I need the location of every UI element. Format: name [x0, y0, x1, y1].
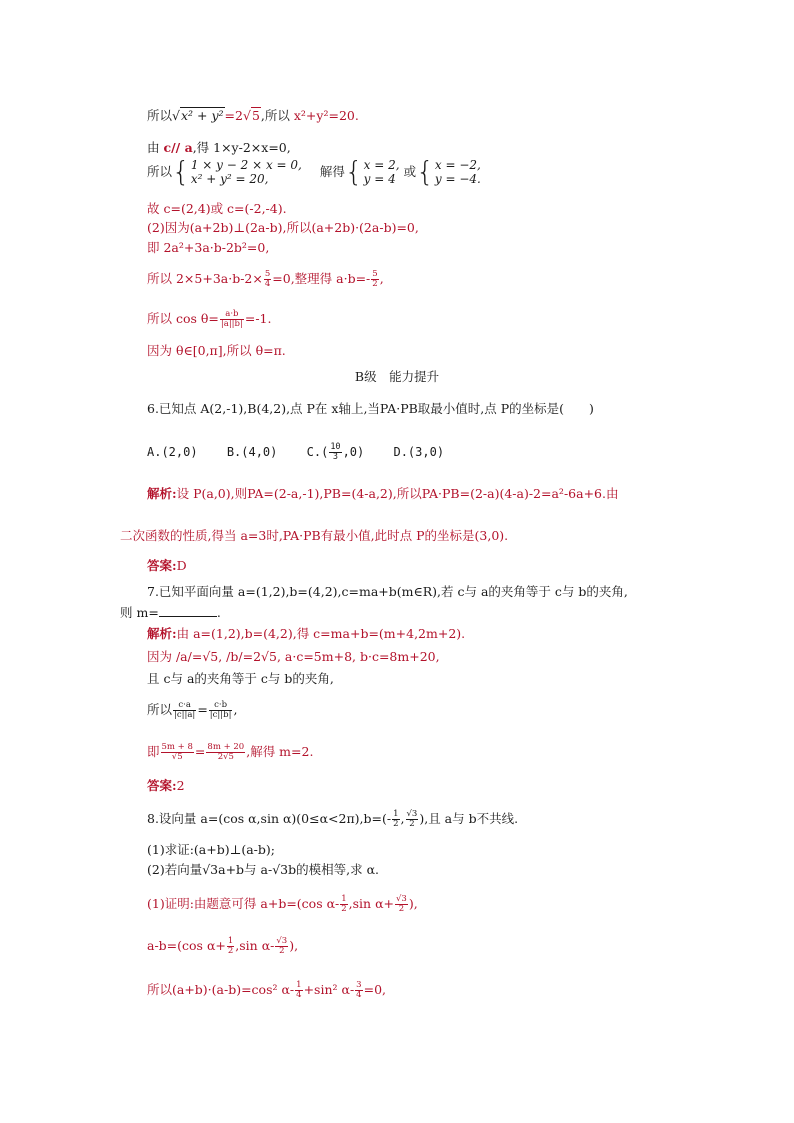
- line-conclusion-c: 故 c=(2,4)或 c=(-2,-4).: [147, 201, 287, 216]
- question-6-options: [147, 443, 444, 462]
- option-a: A.(2,0): [147, 445, 198, 459]
- option-c: C.( $\frac{10}{3}$ ,0): [306, 442, 365, 462]
- sqrt-expression: √5: [242, 108, 260, 123]
- question-8-part2: (2)若向量√3a+b与 a-√3b的模相等,求 α.: [147, 862, 379, 877]
- solution-6-line2: 二次函数的性质,得当 a=3时,PA·PB有最小值,此时点 P的坐标是(3,0).: [120, 528, 509, 543]
- sqrt-expression: √x² + y²: [172, 108, 224, 123]
- question-7-line1: 7.已知平面向量 a=(1,2),b=(4,2),c=ma+b(m∈R),若 c与 a的夹角等于 c与 b的夹角,: [147, 584, 628, 599]
- text: ,所以: [260, 108, 294, 123]
- text: =2: [224, 108, 243, 123]
- line-cos-theta: 所以 cos θ= $\frac{a\cdot b}{|a||b|}$ =-1.: [147, 309, 272, 329]
- proof-line1: (1)证明:由题意可得 a+b=(cos α- $\frac{1}{2}$ ,sin α+ $\frac{√3}{2}$ ),: [147, 894, 418, 914]
- proof-line3: 所以(a+b)·(a-b)=cos² α- $\frac{1}{4}$ +sin² α- $\frac{3}{4}$ =0,: [147, 980, 386, 1000]
- line-norm-sqrt: [147, 108, 359, 124]
- answer-6: 答案:D: [147, 558, 187, 573]
- question-8-part1: (1)求证:(a+b)⊥(a-b);: [147, 842, 275, 857]
- question-8: 8.设向量 a=(cos α,sin α)(0≤α<2π),b=(- $\frac{1}{2}$ , $\frac{√3}{2}$ ),且 a与 b不共线.: [147, 809, 519, 829]
- line-system: 所以{ 1 × y − 2 × x = 0, x² + y² = 20, 解得{ x = 2, y = 4 或{ x = −2, y = −4.: [147, 155, 481, 188]
- answer-7: 答案:2: [147, 778, 185, 793]
- solution-6-line1: 解析:设 P(a,0),则PA=(2-a,-1),PB=(4-a,2),所以PA·PB=(2-a)(4-a)-2=a²-6a+6.由: [147, 486, 619, 501]
- solution-7-line4: 所以 $\frac{c\cdot a}{|c||a|}$ = $\frac{c\cdot b}{|c||b|}$ ,: [147, 700, 238, 720]
- proof-line2: a-b=(cos α+ $\frac{1}{2}$ ,sin α- $\frac{√3}{2}$ ),: [147, 936, 299, 956]
- option-d: D.(3,0): [393, 445, 445, 459]
- line-part2-perp: (2)因为(a+2b)⊥(2a-b),所以(a+2b)·(2a-b)=0,: [147, 220, 419, 235]
- text: 所以: [147, 108, 173, 123]
- line-dot-product: 所以 2×5+3a·b-2× $\frac{5}{4}$ =0,整理得 a·b=- $\frac{5}{2}$ ,: [147, 269, 384, 289]
- result: x²+y²=20.: [293, 108, 359, 123]
- solution-7-line5: 即 $\frac{5m + 8}{√5}$ = $\frac{8m + 20}{2√5}$ ,解得 m=2.: [147, 742, 314, 762]
- line-expand: 即 2a²+3a·b-2b²=0,: [147, 240, 270, 255]
- question-6: 6.已知点 A(2,-1),B(4,2),点 P在 x轴上,当PA·PB取最小值时,点 P的坐标是( ): [147, 401, 594, 416]
- line-theta: 因为 θ∈[0,π],所以 θ=π.: [147, 343, 286, 358]
- option-b: B.(4,0): [226, 445, 278, 459]
- solution-7-line2: 因为 /a/=√5, /b/=2√5, a·c=5m+8, b·c=8m+20,: [147, 649, 440, 664]
- answer-blank: [159, 604, 217, 617]
- solution-7-line1: 解析:由 a=(1,2),b=(4,2),得 c=ma+b=(m+4,2m+2).: [147, 626, 466, 641]
- section-heading: B级 能力提升: [354, 369, 440, 384]
- question-7-line2: 则 m= .: [120, 605, 221, 620]
- line-parallel: 由 c// a,得 1×y-2×x=0,: [147, 140, 291, 155]
- solution-7-line3: 且 c与 a的夹角等于 c与 b的夹角,: [147, 671, 334, 686]
